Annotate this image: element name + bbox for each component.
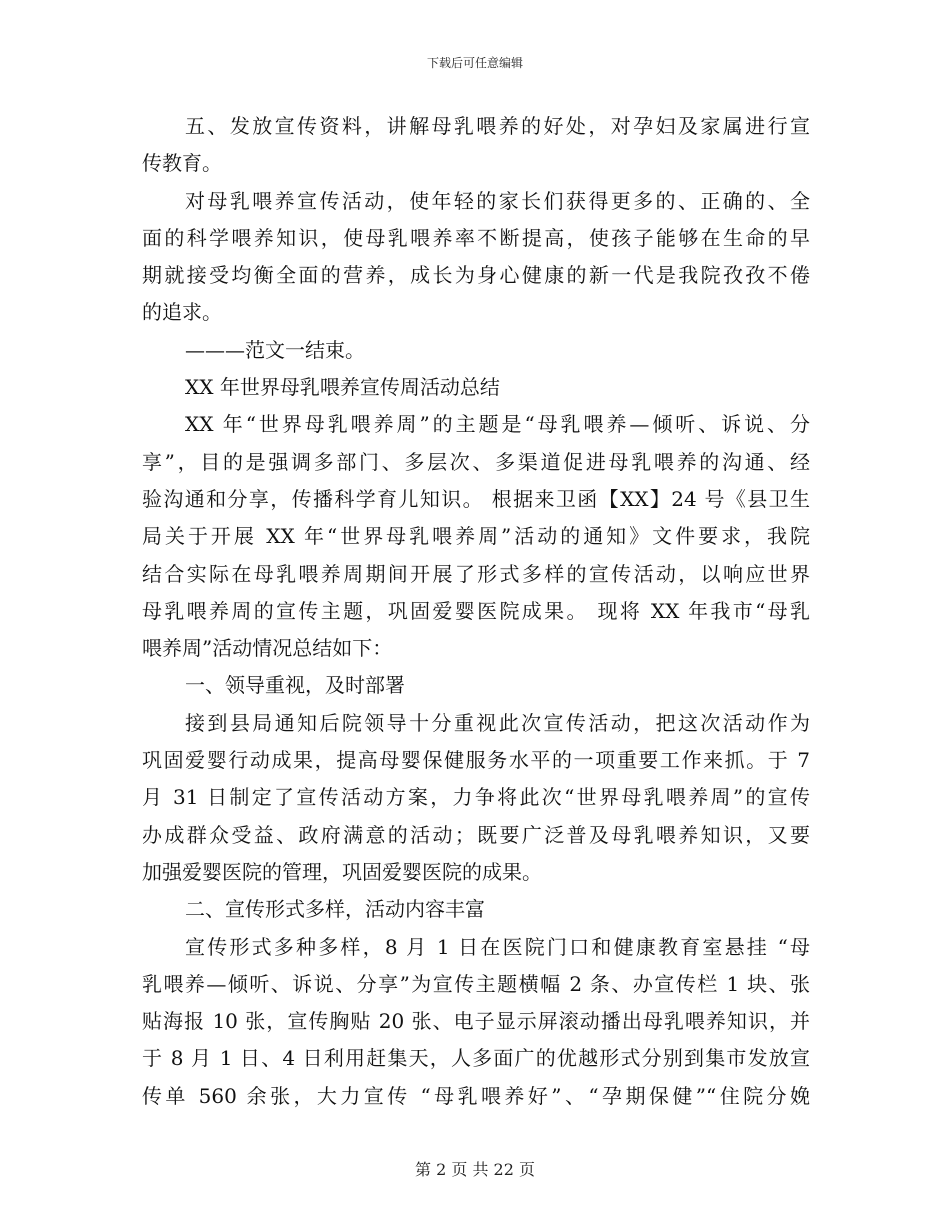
text-line: 的追求。 <box>142 300 222 325</box>
text-line: 验沟通和分享，传播科学育儿知识。 根据来卫函【XX】24 号《县卫生 <box>142 486 810 511</box>
section-title: XX 年世界母乳喂养宣传周活动总结 <box>185 375 500 400</box>
page-header: 下载后可任意编辑 <box>426 56 523 70</box>
text-line: 结合实际在母乳喂养周期间开展了形式多样的宣传活动，以响应世界 <box>142 561 810 586</box>
text-line: 加强爱婴医院的管理，巩固爱婴医院的成果。 <box>142 859 542 884</box>
text-line: 于 8 月 1 日、4 日利用赶集天，人多面广的优越形式分别到集市发放宣 <box>142 1046 810 1071</box>
text-line: 宣传形式多种多样，8 月 1 日在医院门口和健康教育室悬挂 “母 <box>185 934 810 959</box>
text-line: 局关于开展 XX 年“世界母乳喂养周”活动的通知》文件要求，我院 <box>142 524 810 549</box>
text-line: 巩固爱婴行动成果，提高母婴保健服务水平的一项重要工作来抓。于 7 <box>142 748 810 773</box>
text-line: 对母乳喂养宣传活动，使年轻的家长们获得更多的、正确的、全 <box>185 188 810 213</box>
text-line: 面的科学喂养知识，使母乳喂养率不断提高，使孩子能够在生命的早 <box>142 225 810 250</box>
text-line: 接到县局通知后院领导十分重视此次宣传活动，把这次活动作为 <box>185 710 810 735</box>
document-body <box>142 108 810 1115</box>
section-heading: 一、领导重视，及时部署 <box>185 673 405 698</box>
text-line: ———范文一结束。 <box>185 337 365 362</box>
text-line: 贴海报 10 张，宣传胸贴 20 张、电子显示屏滚动播出母乳喂养知识，并 <box>142 1009 810 1034</box>
text-line: 乳喂养—倾听、诉说、分享”为宣传主题横幅 2 条、办宣传栏 1 块、张 <box>142 971 810 996</box>
text-line: 传单 560 余张，大力宣传 “母乳喂养好”、“孕期保健”“住院分娩 <box>142 1083 810 1108</box>
text-line: 母乳喂养周的宣传主题，巩固爱婴医院成果。 现将 XX 年我市“母乳 <box>142 598 810 623</box>
text-line: 月 31 日制定了宣传活动方案，力争将此次“世界母乳喂养周”的宣传 <box>142 785 810 810</box>
page-footer: 第 2 页 共 22 页 <box>415 1160 535 1179</box>
text-line: 五、发放宣传资料，讲解母乳喂养的好处，对孕妇及家属进行宣 <box>185 114 810 138</box>
text-line: 传教育。 <box>142 151 222 176</box>
text-line: 喂养周”活动情况总结如下： <box>142 636 393 661</box>
text-line: 期就接受均衡全面的营养，成长为身心健康的新一代是我院孜孜不倦 <box>142 263 810 288</box>
section-heading: 二、宣传形式多样，活动内容丰富 <box>185 897 485 922</box>
text-line: XX 年“世界母乳喂养周”的主题是“母乳喂养—倾听、诉说、分 <box>185 412 810 437</box>
text-line: 办成群众受益、政府满意的活动；既要广泛普及母乳喂养知识，又要 <box>142 822 810 847</box>
text-line: 享”，目的是强调多部门、多层次、多渠道促进母乳喂养的沟通、经 <box>142 449 810 474</box>
